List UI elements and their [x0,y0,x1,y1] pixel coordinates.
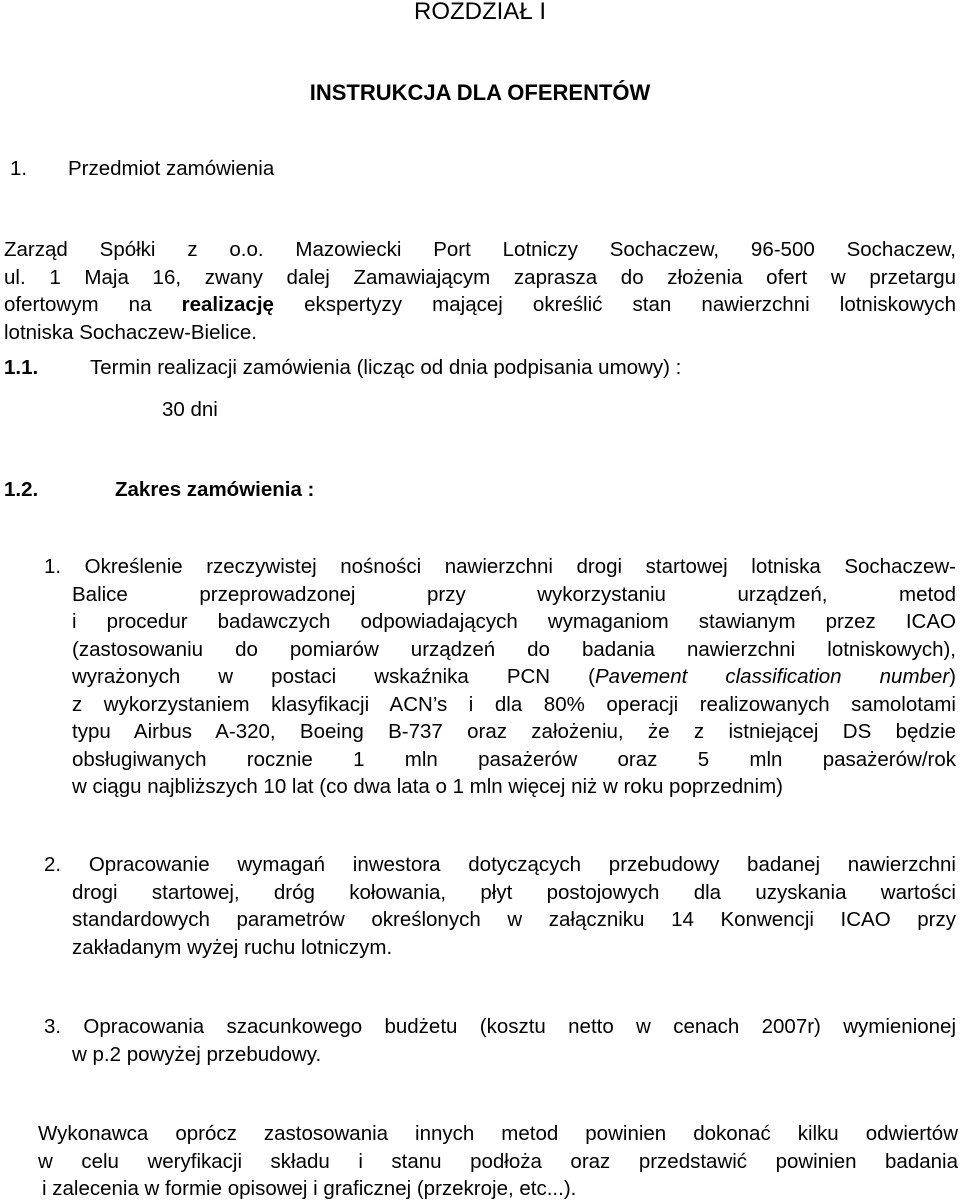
item-line: (zastosowaniu do pomiarów urządzeń do badania nawierzchni lotniskowych), [72,637,956,661]
zakres-heading [4,478,314,502]
item-line: drogi startowej, dróg kołowania, płyt postojowych dla uzyskania wartości [72,880,956,904]
item-line: Balice przeprowadzonej przy wykorzystaniu urządzeń, metod [72,582,956,606]
intro-bold-text: realizację [181,293,274,316]
closing-line: w celu weryfikacji składu i stanu podłoża oraz przedstawić powinien badania [38,1149,958,1173]
list-item [44,553,956,801]
intro-text: ekspertyzy mającej określić stan nawierzchni lotniskowych [273,293,956,316]
intro-line: ul. 1 Maja 16, zwany dalej Zamawiającym zaprasza do złożenia ofert w przetargu [4,265,956,289]
termin-number: 1.1. [4,356,39,379]
intro-line: Zarząd Spółki z o.o. Mazowiecki Port Lotniczy Sochaczew, 96-500 Sochaczew, [4,238,956,261]
termin-value: 30 dni [162,398,218,421]
item-line [44,663,956,691]
item-line: z wykorzystaniem klasyfikacji ACN’s i dla 80% operacji realizowanych samolotami [72,692,956,716]
item-text: ) [949,665,956,688]
item-line: w p.2 powyżej przebudowy. [72,1042,322,1066]
instructions-title: INSTRUKCJA DLA OFERENTÓW [309,80,651,105]
section-title: Przedmiot zamówienia [68,157,275,180]
closing-paragraph [38,1120,958,1203]
intro-line: lotniska Sochaczew-Bielice. [4,320,257,344]
item-line: i procedur badawczych odpowiadających wymaganiom stawianym przez ICAO [72,610,956,633]
list-item [44,851,956,961]
item-line: 2. Opracowanie wymagań inwestora dotyczących przebudowy badanej nawierzchni [44,853,956,876]
item-line: zakładanym wyżej ruchu lotniczym. [72,935,393,959]
closing-line: i zalecenia w formie opisowej i graficznej (przekroje, etc...). [42,1177,577,1200]
item-line: 1. Określenie rzeczywistej nośności nawierzchni drogi startowej lotniska Sochaczew- [44,555,956,578]
item-italic-text: Pavement classification number [595,665,950,688]
item-line: obsługiwanych rocznie 1 mln pasażerów oraz 5 mln pasażerów/rok [72,747,956,771]
termin-heading [4,356,681,380]
chapter-title: ROZDZIAŁ I [413,0,546,25]
intro-text: ofertowym na [4,293,182,316]
item-line: 3. Opracowania szacunkowego budżetu (kosztu netto w cenach 2007r) wymienionej [44,1015,956,1038]
intro-line [4,291,956,319]
zakres-number: 1.2. [4,478,39,501]
termin-text: Termin realizacji zamówienia (licząc od dnia podpisania umowy) : [90,356,682,379]
section-heading [10,157,274,181]
intro-paragraph [4,236,956,346]
zakres-title: Zakres zamówienia : [115,478,315,501]
section-number: 1. [10,157,28,180]
item-line: typu Airbus A-320, Boeing B-737 oraz założeniu, że z istniejącej DS będzie [72,720,956,743]
item-line: standardowych parametrów określonych w załączniku 14 Konwencji ICAO przy [72,908,956,931]
closing-line: Wykonawca oprócz zastosowania innych metod powinien dokonać kilku odwiertów [38,1122,958,1145]
list-item [44,1013,956,1068]
item-line: w ciągu najbliższych 10 lat (co dwa lata o 1 mln więcej niż w roku poprzednim) [72,775,783,798]
item-text: wyrażonych w postaci wskaźnika PCN ( [72,665,595,688]
